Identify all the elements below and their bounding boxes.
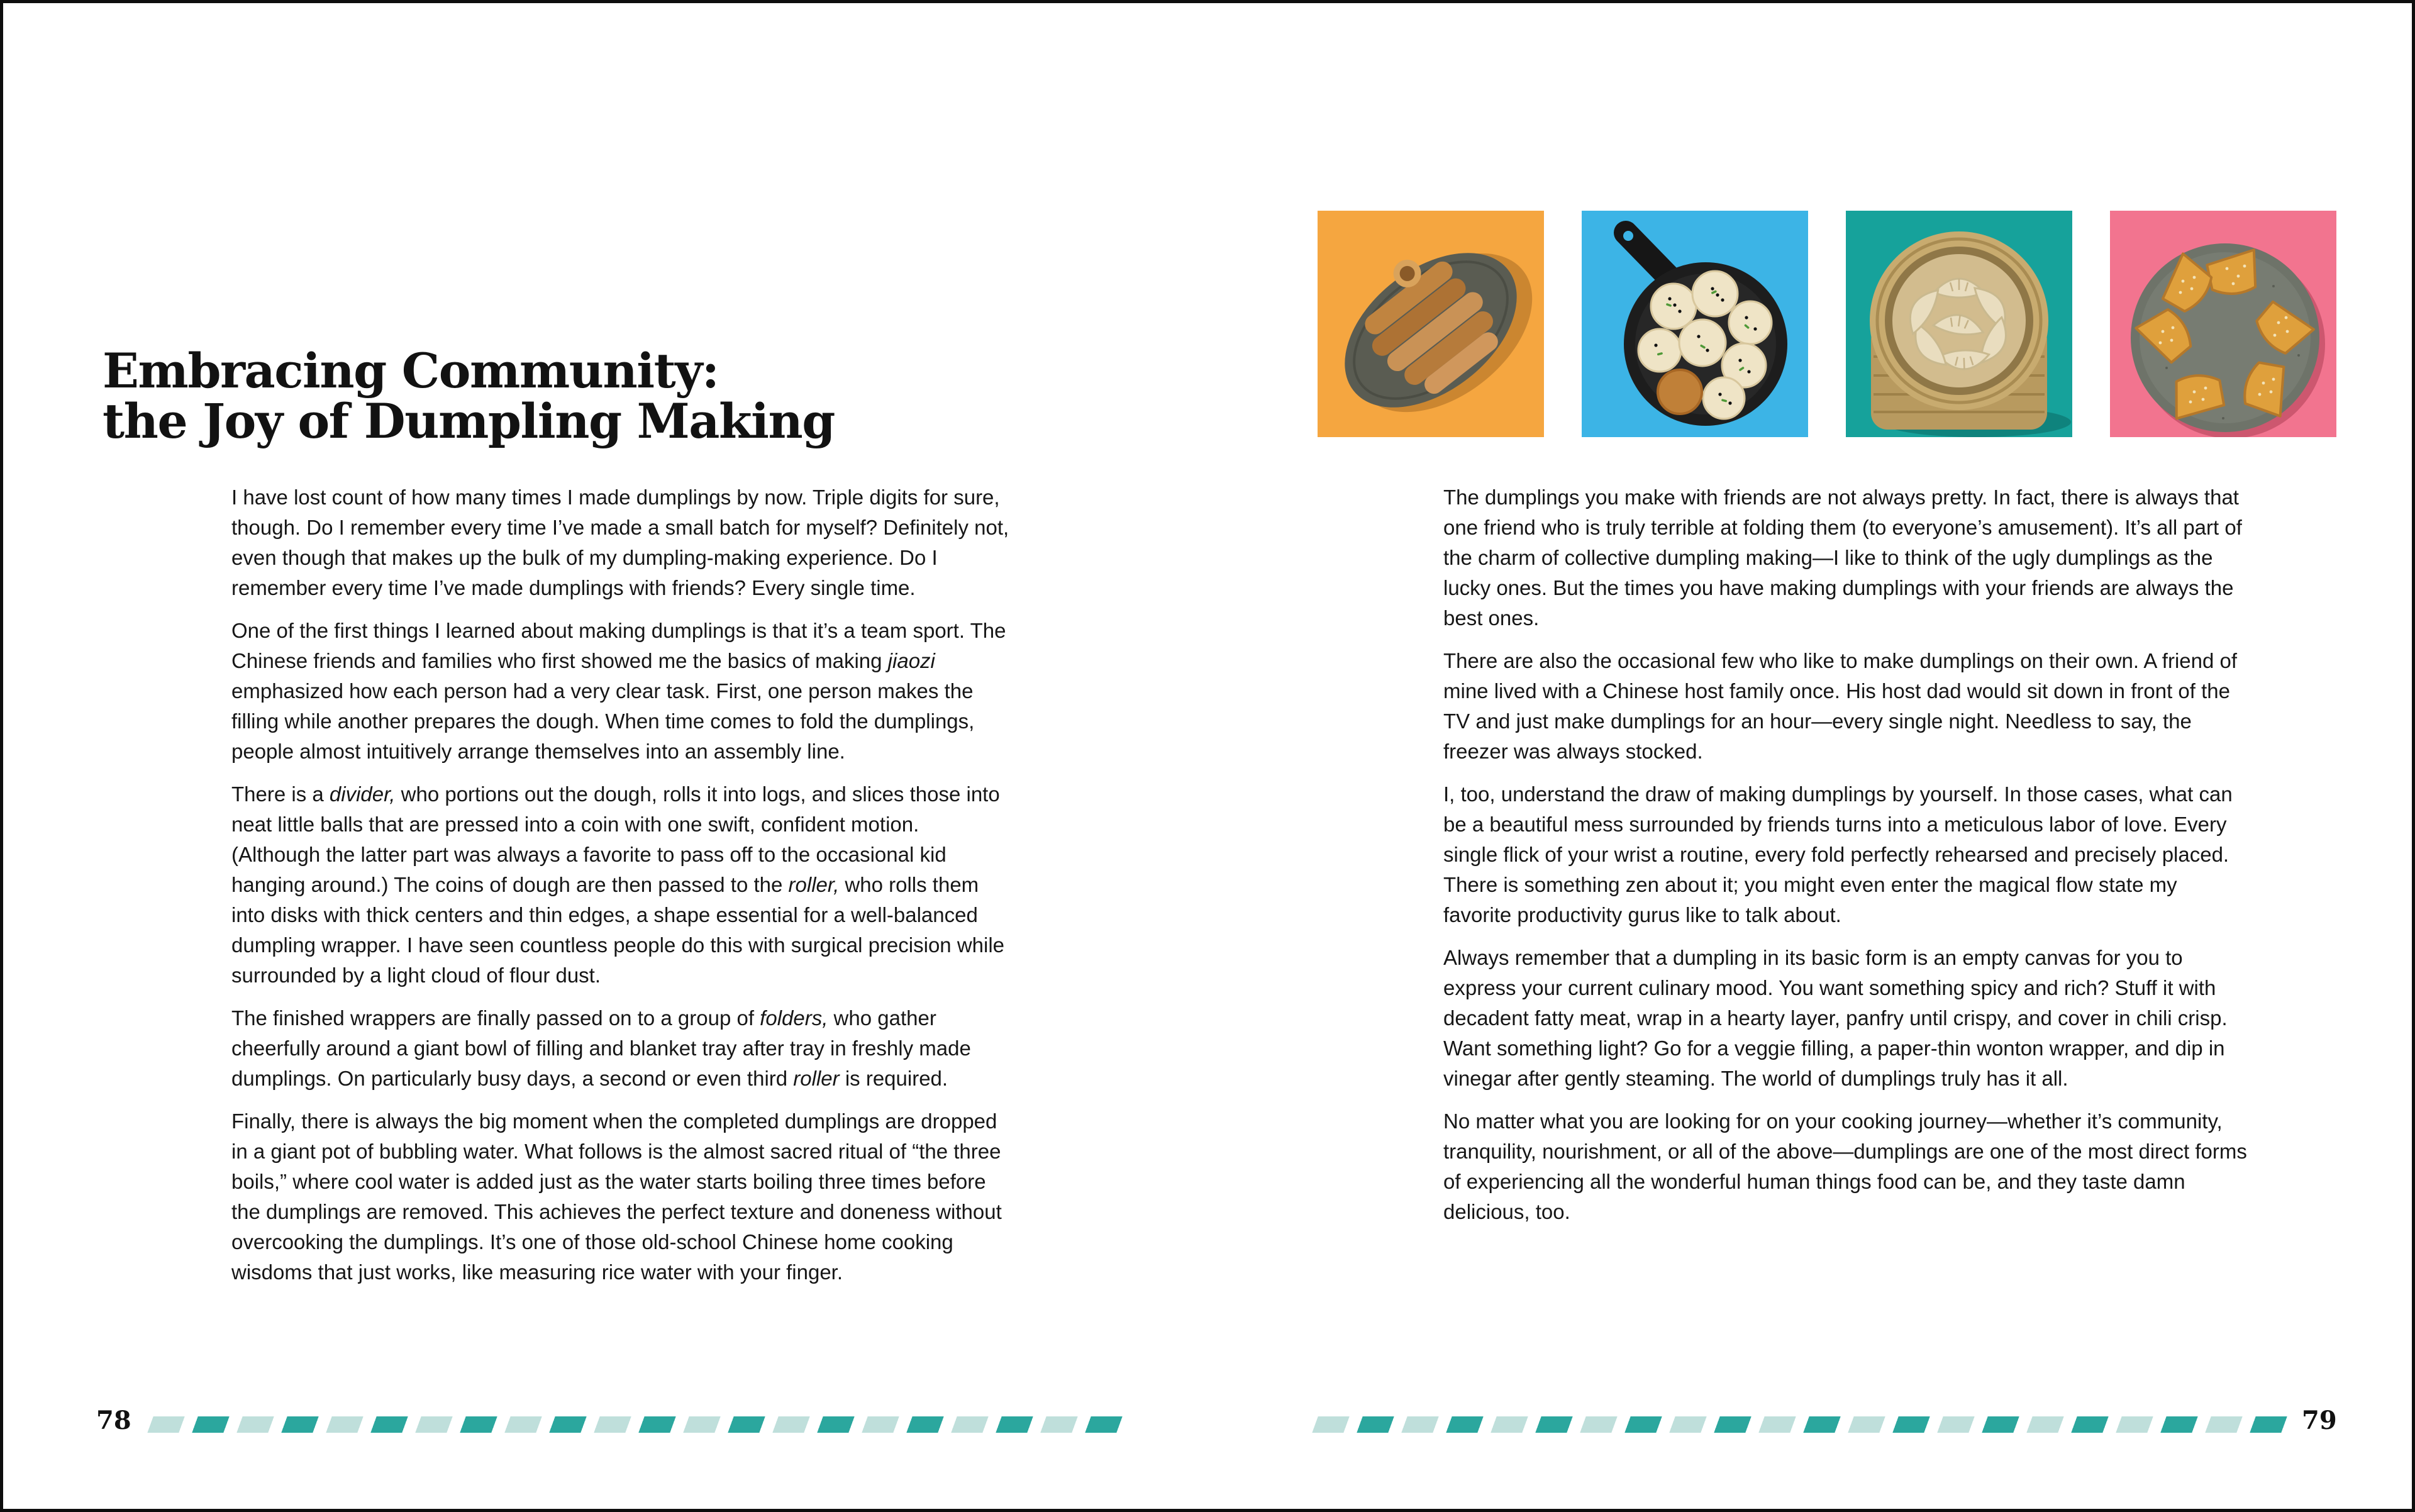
paragraph: The finished wrappers are finally passed on to a group of folders, who gather cheerfully around a giant bowl of filling and blanket tray after tray in freshly made dumplings. On particularly busy days, a second or even third roller is required. — [231, 1006, 971, 1090]
right-page-body — [1443, 482, 2247, 1240]
footer-stripe-band-right — [1312, 1416, 2290, 1433]
skillet-buns-illustration — [1582, 211, 1808, 437]
paragraph: The dumplings you make with friends are not always pretty. In fact, there is always that one friend who is truly terrible at folding them (to everyone’s amusement). It’s all part of the charm of collective dumpling making—I like to think of the ugly dumplings as the lucky ones. But the times you have making dumplings with your friends are always the best ones. — [1443, 486, 2242, 630]
spring-rolls-illustration — [1318, 211, 1544, 437]
paragraph: There is a divider, who portions out the dough, rolls it into logs, and slices those into neat little balls that are pressed into a coin with one swift, confident motion. (Although the latter part was always a favorite to pass off to the occasional kid hanging around.) The coins of dough are then passed to the roller, who rolls them into disks with thick centers and thin edges, a shape essential for a well-balanced dumpling wrapper. I have seen countless people do this with surgical precision while surrounded by a light cloud of flour dust. — [231, 782, 1005, 987]
page-number-left: 78 — [96, 1406, 131, 1435]
photo-strip — [1318, 211, 2336, 437]
bamboo-steamer-illustration — [1846, 211, 2072, 437]
page-title-line1: Embracing Community: — [103, 343, 719, 399]
photo-bamboo-steamer — [1846, 211, 2072, 437]
paragraph: No matter what you are looking for on your cooking journey—whether it’s community, tranquility, nourishment, or all of the above—dumplings are one of the most direct forms of experiencing all the wonderful human things food can be, and they taste damn delicious, too. — [1443, 1109, 2247, 1223]
paragraph: Finally, there is always the big moment when the completed dumplings are dropped in a giant pot of bubbling water. What follows is the almost sacred ritual of “the three boils,” where cool water is added just as the water starts boiling three times before the dumplings are removed. This achieves the perfect texture and doneness without overcooking the dumplings. It’s one of those old-school Chinese home cooking wisdoms that just works, like measuring rice water with your finger. — [231, 1109, 1002, 1284]
paragraph: One of the first things I learned about making dumplings is that it’s a team sport. The Chinese friends and families who first showed me the basics of making jiaozi emphasized how each person had a very clear task. First, one person makes the filling while another prepares the dough. When time comes to fold the dumplings, people almost intuitively arrange themselves into an assembly line. — [231, 619, 1006, 763]
page-number-right: 79 — [2302, 1406, 2337, 1435]
paragraph: There are also the occasional few who like to make dumplings on their own. A friend of mine lived with a Chinese host family once. His host dad would sit down in front of the TV and just make dumplings for an hour—every single night. Needless to say, the freezer was always stocked. — [1443, 649, 2238, 763]
paragraph: I, too, understand the draw of making dumplings by yourself. In those cases, what can be a beautiful mess surrounded by friends turns into a meticulous labor of love. Every single flick of your wrist a routine, every fold perfectly rehearsed and precisely placed. There is something zen about it; you might even enter the magical flow state my favorite productivity gurus like to talk about. — [1443, 782, 2233, 926]
photo-sesame-pastries — [2110, 211, 2336, 437]
photo-skillet-buns — [1582, 211, 1808, 437]
footer-stripe-band-left — [147, 1416, 1129, 1433]
paragraph: I have lost count of how many times I made dumplings by now. Triple digits for sure, though. Do I remember every time I’ve made a small batch for myself? Definitely not, even though that makes up the bulk of my dumpling-making experience. Do I remember every time I’ve made dumplings with friends? Every single time. — [231, 486, 1009, 599]
left-page-body — [231, 482, 1011, 1300]
photo-spring-rolls — [1318, 211, 1544, 437]
sesame-pastries-illustration — [2110, 211, 2336, 437]
page-title — [103, 343, 835, 449]
page-title-line2: the Joy of Dumpling Making — [103, 393, 835, 449]
paragraph: Always remember that a dumpling in its basic form is an empty canvas for you to express your current culinary mood. You want something spicy and rich? Stuff it with decadent fatty meat, wrap in a hearty layer, panfry until crispy, and cover in chili crisp. Want something light? Go for a veggie filling, a paper-thin wonton wrapper, and dip in vinegar after gently steaming. The world of dumplings truly has it all. — [1443, 946, 2228, 1090]
